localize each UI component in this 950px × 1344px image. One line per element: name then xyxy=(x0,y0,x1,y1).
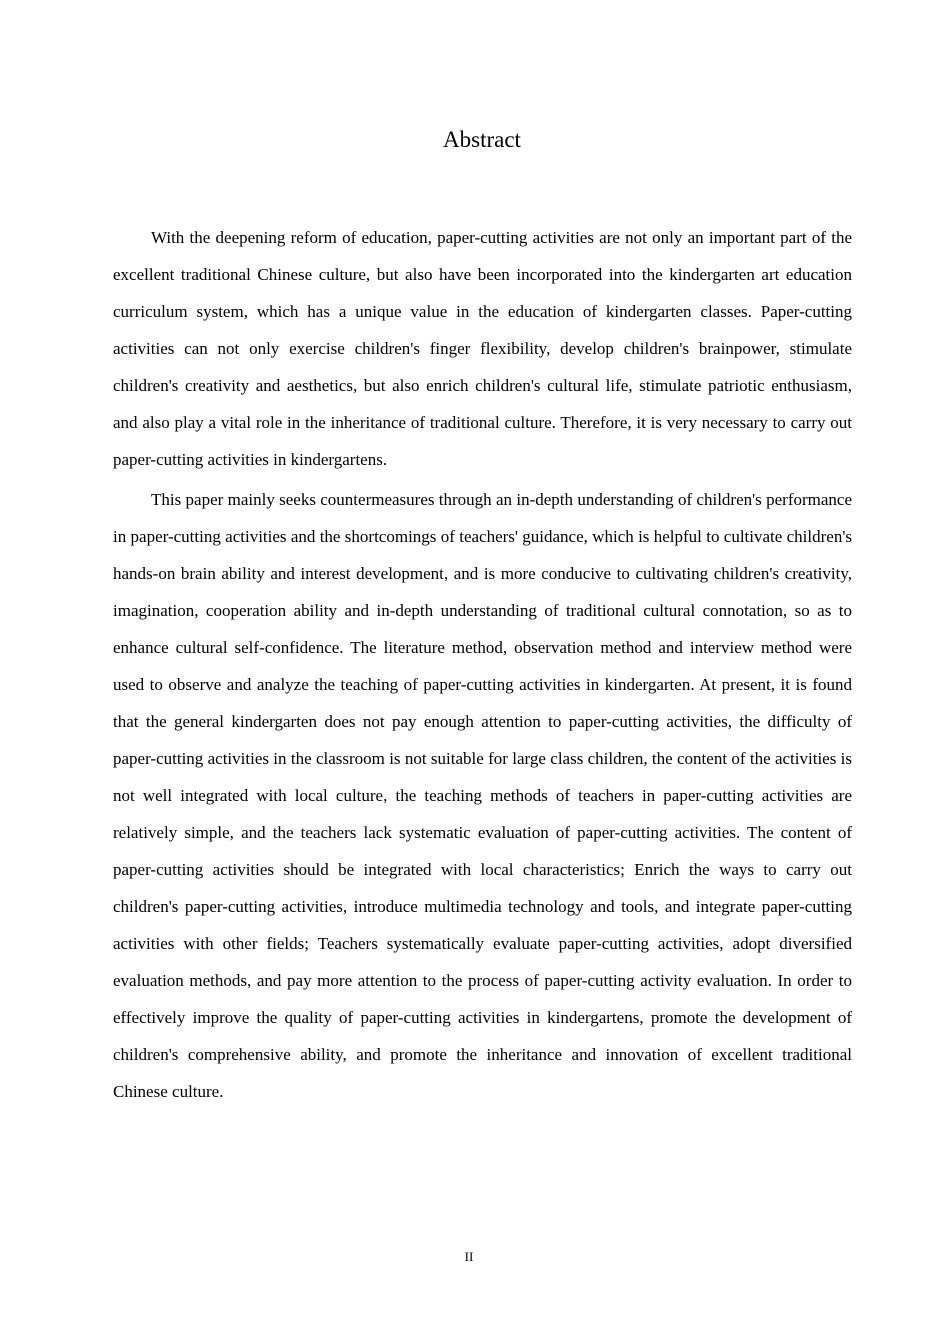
abstract-body xyxy=(113,219,852,1110)
abstract-paragraph-1: With the deepening reform of education, paper-cutting activities are not only an important part of the excellent traditional Chinese culture, but also have been incorporated into the kindergarten art education curriculum system, which has a unique value in the education of kindergarten classes. Paper-cutting activities can not only exercise children's finger flexibility, develop children's brainpower, stimulate children's creativity and aesthetics, but also enrich children's cultural life, stimulate patriotic enthusiasm, and also play a vital role in the inheritance of traditional culture. Therefore, it is very necessary to carry out paper-cutting activities in kindergartens. xyxy=(113,228,852,469)
page-title: Abstract xyxy=(443,127,521,152)
page-number: II xyxy=(464,1249,474,1264)
abstract-paragraph-2: This paper mainly seeks countermeasures through an in-depth understanding of children's performance in paper-cutting activities and the shortcomings of teachers' guidance, which is helpful to cultivate children's hands-on brain ability and interest development, and is more conducive to cultivating children's creativity, imagination, cooperation ability and in-depth understanding of traditional cultural connotation, so as to enhance cultural self-confidence. The literature method, observation method and interview method were used to observe and analyze the teaching of paper-cutting activities in kindergarten. At present, it is found that the general kindergarten does not pay enough attention to paper-cutting activities, the difficulty of paper-cutting activities in the classroom is not suitable for large class children, the content of the activities is not well integrated with local culture, the teaching methods of teachers in paper-cutting activities are relatively simple, and the teachers lack systematic evaluation of paper-cutting activities. The content of paper-cutting activities should be integrated with local characteristics; Enrich the ways to carry out children's paper-cutting activities, introduce multimedia technology and tools, and integrate paper-cutting activities with other fields; Teachers systematically evaluate paper-cutting activities, adopt diversified evaluation methods, and pay more attention to the process of paper-cutting activity evaluation. In order to effectively improve the quality of paper-cutting activities in kindergartens, promote the development of children's comprehensive ability, and promote the inheritance and innovation of excellent traditional Chinese culture. xyxy=(113,490,852,1101)
